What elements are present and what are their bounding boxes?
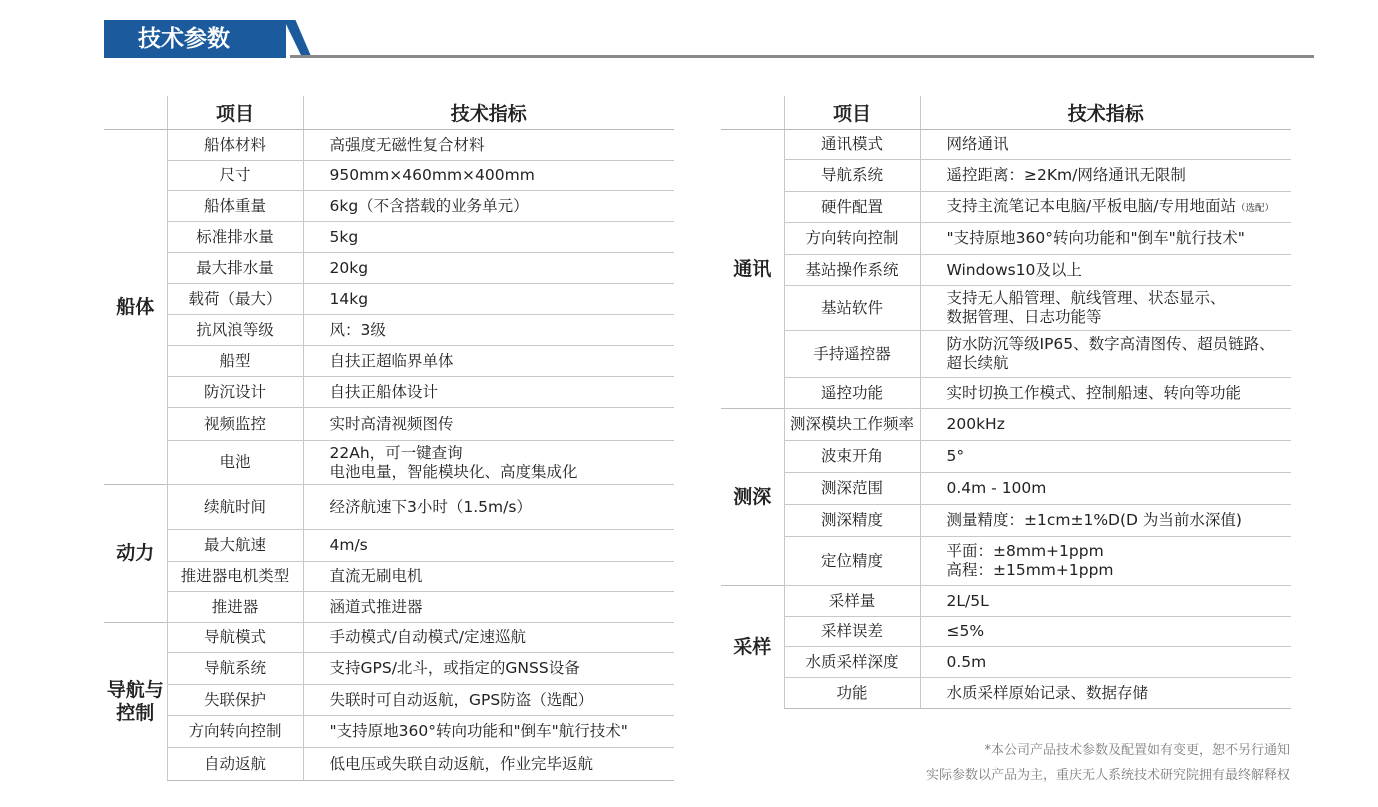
spec-line <box>947 542 1292 561</box>
table-row <box>721 537 1291 586</box>
spec-value <box>303 441 674 485</box>
spec-value <box>920 192 1291 223</box>
table-row <box>104 441 674 485</box>
spec-line <box>947 592 1292 611</box>
spec-line <box>947 447 1292 466</box>
spec-line <box>947 384 1292 403</box>
spec-value <box>920 223 1291 255</box>
spec-value <box>920 617 1291 647</box>
spec-line <box>330 722 675 741</box>
spec-text: 遥控距离：≥2Km/网络通讯无限制 <box>946 166 1186 184</box>
footnote-2: 实际参数以产品为主，重庆无人系统技术研究院拥有最终解释权 <box>925 768 1290 783</box>
spec-line <box>947 622 1292 641</box>
spec-note: （选配） <box>1235 202 1274 214</box>
category-label <box>104 623 167 781</box>
item-name: 导航模式 <box>167 623 303 653</box>
item-name: 测深精度 <box>784 505 920 537</box>
spec-text: 涵道式推进器 <box>329 597 423 616</box>
spec-line <box>947 166 1292 185</box>
item-name: 方向转向控制 <box>784 223 920 255</box>
footnote-1: *本公司产品技术参数及配置如有变更，恕不另行通知 <box>984 743 1290 758</box>
table-row <box>104 716 674 748</box>
table-row <box>721 586 1291 617</box>
spec-text: 950mm×460mm×400mm <box>329 166 535 184</box>
table-row <box>104 377 674 408</box>
spec-text: 支持无人船管理、航线管理、状态显示、 <box>946 289 1226 307</box>
spec-text: ≤5% <box>946 622 985 640</box>
category-label: 采样 <box>721 586 784 709</box>
item-name: 船型 <box>167 346 303 377</box>
spec-value <box>303 161 674 191</box>
spec-text: 实时高清视频图传 <box>329 414 454 433</box>
spec-line <box>330 628 675 647</box>
spec-value <box>920 130 1291 160</box>
item-name: 最大航速 <box>167 530 303 562</box>
spec-text: 电池电量，智能模块化、高度集成化 <box>329 462 578 481</box>
item-name: 导航系统 <box>167 653 303 685</box>
item-name: 最大排水量 <box>167 253 303 284</box>
table-row <box>721 331 1291 378</box>
item-name: 定位精度 <box>784 537 920 586</box>
table-row <box>104 485 674 530</box>
spec-line <box>330 755 675 774</box>
table-row <box>104 748 674 781</box>
table-row <box>104 253 674 284</box>
table-row <box>721 617 1291 647</box>
header-blank <box>721 96 784 130</box>
spec-value <box>303 284 674 315</box>
header-blank <box>104 96 167 130</box>
item-name: 视频监控 <box>167 408 303 441</box>
spec-text: 4m/s <box>329 536 368 554</box>
spec-value <box>920 286 1291 331</box>
spec-line <box>947 308 1292 327</box>
spec-line <box>947 261 1292 280</box>
spec-value <box>920 505 1291 537</box>
spec-table-right <box>721 96 1291 709</box>
table-row <box>104 222 674 253</box>
table-row <box>104 315 674 346</box>
spec-value <box>303 716 674 748</box>
spec-value <box>303 253 674 284</box>
spec-line <box>330 259 675 278</box>
item-name: 遥控功能 <box>784 378 920 409</box>
spec-text: 6kg（不含搭载的业务单元） <box>329 196 529 215</box>
spec-line <box>330 415 675 434</box>
category-label: 船体 <box>104 130 167 485</box>
spec-line <box>330 166 675 185</box>
spec-line <box>330 598 675 617</box>
item-name: 船体材料 <box>167 130 303 161</box>
spec-text: "支持原地360°转向功能和"倒车"航行技术" <box>329 722 628 740</box>
spec-text: 200kHz <box>946 415 1005 433</box>
spec-line <box>947 335 1292 354</box>
spec-line <box>947 511 1292 530</box>
item-name: 导航系统 <box>784 160 920 192</box>
spec-value <box>303 653 674 685</box>
header-spec: 技术指标 <box>303 96 674 130</box>
item-name: 推进器电机类型 <box>167 562 303 592</box>
item-name: 自动返航 <box>167 748 303 781</box>
spec-value <box>303 562 674 592</box>
item-name: 失联保护 <box>167 685 303 716</box>
header-rule <box>290 55 1314 58</box>
section-title: 技术参数 <box>104 20 286 58</box>
spec-value <box>303 623 674 653</box>
item-name: 采样量 <box>784 586 920 617</box>
spec-line <box>947 229 1292 248</box>
table-row <box>104 685 674 716</box>
section-header <box>104 20 1314 58</box>
table-row <box>721 678 1291 709</box>
spec-text: "支持原地360°转向功能和"倒车"航行技术" <box>946 229 1245 247</box>
table-row <box>721 441 1291 473</box>
spec-text: 5kg <box>329 227 359 246</box>
item-name: 通讯模式 <box>784 130 920 160</box>
category-label-line: 导航与 <box>106 678 164 701</box>
item-name: 船体重量 <box>167 191 303 222</box>
item-name: 波束开角 <box>784 441 920 473</box>
table-row <box>721 647 1291 678</box>
table-row <box>721 160 1291 192</box>
spec-table-left <box>104 96 674 781</box>
spec-value <box>920 331 1291 378</box>
spec-value <box>920 255 1291 286</box>
spec-value <box>920 160 1291 192</box>
spec-text: 平面：±8mm+1ppm <box>946 542 1104 560</box>
item-name: 方向转向控制 <box>167 716 303 748</box>
spec-text: 14kg <box>329 289 369 308</box>
spec-text: 超长续航 <box>946 354 1009 372</box>
item-name: 测深范围 <box>784 473 920 505</box>
spec-line <box>947 684 1292 703</box>
spec-value <box>920 473 1291 505</box>
table-row <box>104 623 674 653</box>
spec-text: 20kg <box>329 258 369 277</box>
spec-text: 支持主流笔记本电脑/平板电脑/专用地面站 <box>946 196 1236 215</box>
header-spec: 技术指标 <box>920 96 1291 130</box>
table-row <box>104 562 674 592</box>
spec-text: 0.5m <box>946 652 987 671</box>
spec-value <box>303 222 674 253</box>
spec-value <box>920 537 1291 586</box>
spec-value <box>920 586 1291 617</box>
table-row <box>104 284 674 315</box>
item-name: 采样误差 <box>784 617 920 647</box>
spec-text: 自扶正超临界单体 <box>329 351 454 370</box>
item-name: 推进器 <box>167 592 303 623</box>
spec-text: 高强度无磁性复合材料 <box>329 135 485 154</box>
spec-value <box>303 748 674 781</box>
spec-text: 数据管理、日志功能等 <box>946 308 1102 326</box>
spec-text: 经济航速下3小时（1.5m/s） <box>329 497 532 516</box>
spec-value <box>303 377 674 408</box>
table-row <box>104 592 674 623</box>
spec-line <box>947 653 1292 672</box>
item-name: 测深模块工作频率 <box>784 409 920 441</box>
spec-text: 自扶正船体设计 <box>329 382 439 401</box>
spec-text: 风：3级 <box>329 320 386 339</box>
spec-line <box>330 567 675 586</box>
spec-text: 水质采样原始记录、数据存储 <box>946 683 1149 702</box>
spec-line <box>947 415 1292 434</box>
spec-value <box>920 409 1291 441</box>
table-header-row <box>104 96 674 130</box>
category-label: 通讯 <box>721 130 784 409</box>
table-row <box>721 130 1291 160</box>
spec-text: 低电压或失联自动返航，作业完毕返航 <box>329 754 594 773</box>
spec-line <box>330 352 675 371</box>
spec-text: 失联时可自动返航，GPS防盗（选配） <box>329 690 594 709</box>
header-item: 项目 <box>784 96 920 130</box>
spec-line <box>330 659 675 678</box>
spec-text: 实时切换工作模式、控制船速、转向等功能 <box>946 383 1242 402</box>
table-row <box>104 191 674 222</box>
table-row <box>721 255 1291 286</box>
spec-text: 5° <box>946 447 965 465</box>
table-row <box>721 505 1291 537</box>
spec-line <box>330 228 675 247</box>
spec-text: 高程：±15mm+1ppm <box>946 561 1114 579</box>
table-row <box>721 473 1291 505</box>
spec-line <box>330 197 675 216</box>
spec-value <box>303 408 674 441</box>
table-row <box>104 408 674 441</box>
spec-line <box>330 691 675 710</box>
spec-value <box>303 485 674 530</box>
item-name: 标准排水量 <box>167 222 303 253</box>
table-row <box>104 346 674 377</box>
item-name: 水质采样深度 <box>784 647 920 678</box>
spec-value <box>303 592 674 623</box>
spec-line <box>947 354 1292 373</box>
spec-line <box>947 135 1292 154</box>
item-name: 手持遥控器 <box>784 331 920 378</box>
item-name: 防沉设计 <box>167 377 303 408</box>
spec-line <box>330 136 675 155</box>
spec-text: 手动模式/自动模式/定速巡航 <box>329 628 526 646</box>
table-row <box>104 161 674 191</box>
spec-line <box>330 290 675 309</box>
spec-line <box>947 479 1292 498</box>
spec-text: 测量精度：±1cm±1%D(D 为当前水深值) <box>946 511 1242 529</box>
spec-text: Windows10及以上 <box>946 260 1082 279</box>
spec-value <box>303 315 674 346</box>
category-label: 动力 <box>104 485 167 623</box>
item-name: 基站操作系统 <box>784 255 920 286</box>
spec-value <box>920 647 1291 678</box>
category-label: 测深 <box>721 409 784 586</box>
table-row <box>721 192 1291 223</box>
spec-value <box>920 441 1291 473</box>
spec-line <box>947 197 1292 218</box>
spec-text: 网络通讯 <box>946 135 1009 153</box>
spec-line <box>330 321 675 340</box>
spec-text: 0.4m - 100m <box>946 479 1047 497</box>
spec-line <box>330 463 675 482</box>
item-name: 载荷（最大） <box>167 284 303 315</box>
table-row <box>721 378 1291 409</box>
spec-line <box>330 383 675 402</box>
spec-line <box>330 536 675 555</box>
table-row <box>721 223 1291 255</box>
spec-value <box>303 530 674 562</box>
header-item: 项目 <box>167 96 303 130</box>
spec-line <box>330 498 675 517</box>
spec-value <box>303 191 674 222</box>
item-name: 抗风浪等级 <box>167 315 303 346</box>
spec-value <box>920 678 1291 709</box>
table-header-row <box>721 96 1291 130</box>
table-row <box>721 286 1291 331</box>
spec-value <box>303 130 674 161</box>
spec-line <box>947 561 1292 580</box>
spec-value <box>303 685 674 716</box>
spec-line <box>330 444 675 463</box>
table-row <box>104 653 674 685</box>
spec-value <box>303 346 674 377</box>
spec-text: 22Ah，可一键查询 <box>329 443 463 462</box>
item-name: 电池 <box>167 441 303 485</box>
spec-value <box>920 378 1291 409</box>
spec-text: 支持GPS/北斗，或指定的GNSS设备 <box>329 659 580 677</box>
item-name: 硬件配置 <box>784 192 920 223</box>
spec-line <box>947 289 1292 308</box>
table-row <box>104 530 674 562</box>
spec-text: 防水防沉等级IP65、数字高清图传、超员链路、 <box>946 335 1275 353</box>
item-name: 续航时间 <box>167 485 303 530</box>
spec-text: 直流无刷电机 <box>329 567 423 585</box>
category-label-line: 控制 <box>116 701 155 724</box>
item-name: 基站软件 <box>784 286 920 331</box>
item-name: 功能 <box>784 678 920 709</box>
item-name: 尺寸 <box>167 161 303 191</box>
table-row <box>721 409 1291 441</box>
table-row <box>104 130 674 161</box>
spec-text: 2L/5L <box>946 591 989 610</box>
